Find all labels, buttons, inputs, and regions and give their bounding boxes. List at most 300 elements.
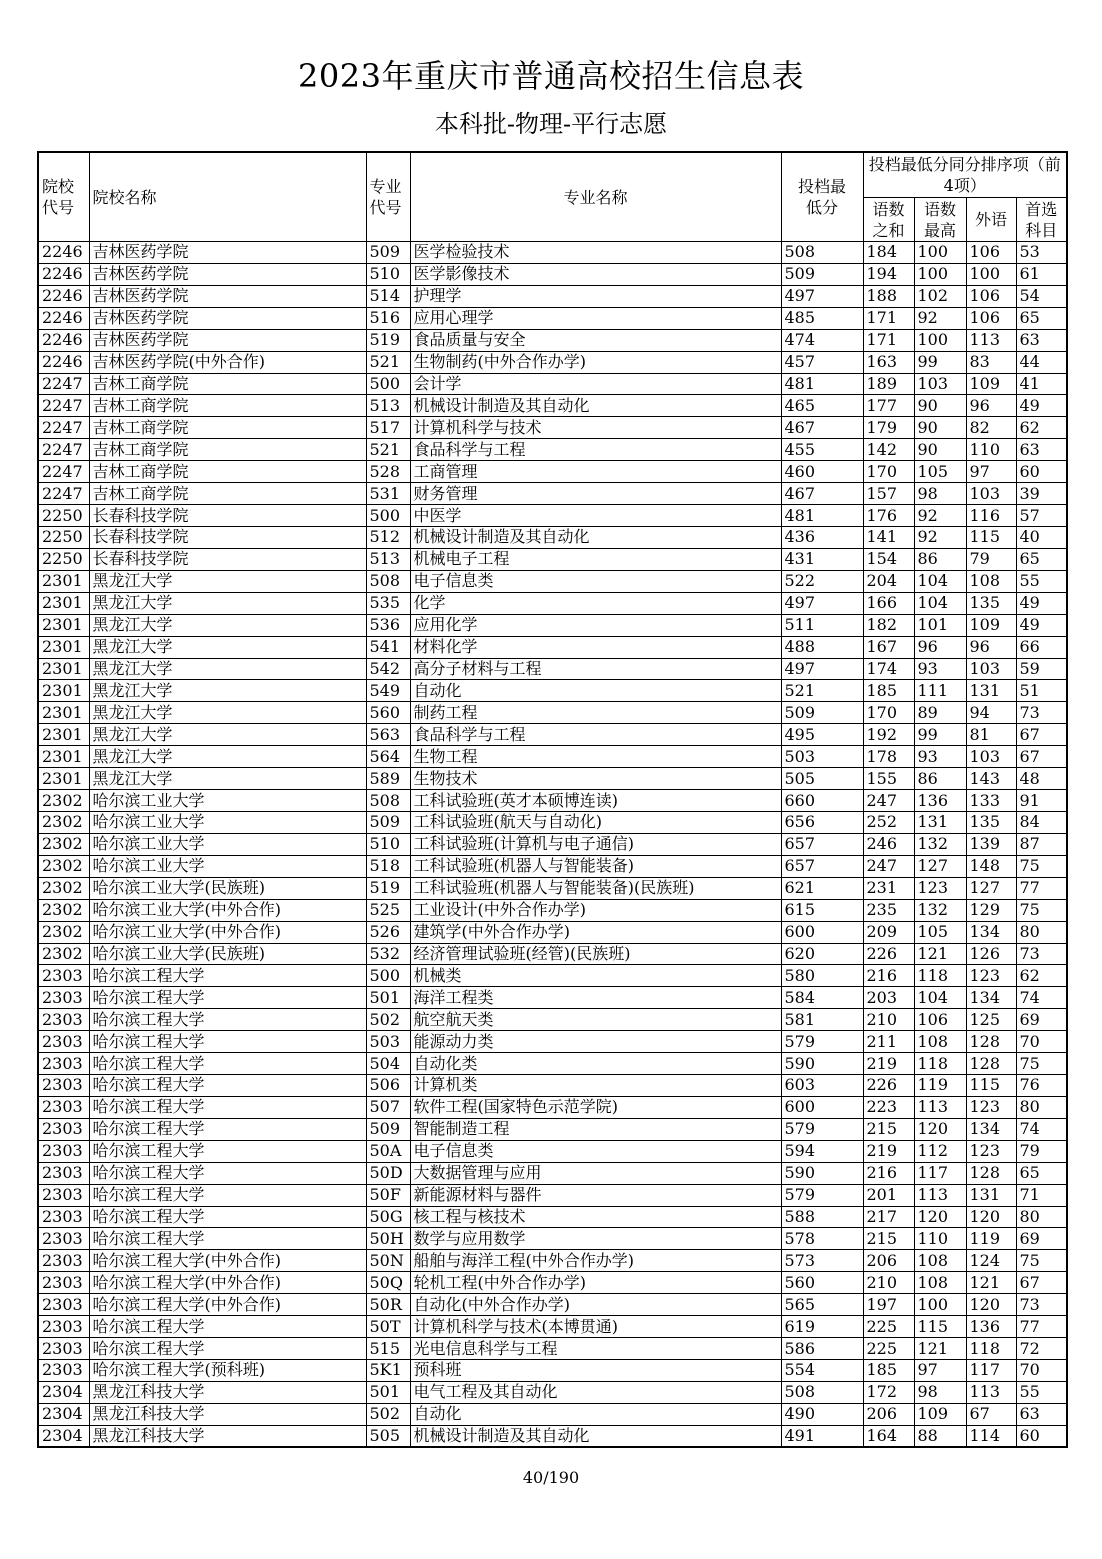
- cell-school-code: 2304: [38, 1425, 89, 1447]
- cell-chinese-math-max: 98: [914, 483, 966, 505]
- cell-school-code: 2247: [38, 483, 89, 505]
- cell-foreign-language: 109: [966, 373, 1016, 395]
- cell-foreign-language: 128: [966, 1031, 1016, 1053]
- cell-foreign-language: 133: [966, 790, 1016, 812]
- cell-major-code: 50F: [366, 1184, 410, 1206]
- cell-major-code: 513: [366, 395, 410, 417]
- cell-min-score: 511: [781, 614, 863, 636]
- cell-min-score: 497: [781, 658, 863, 680]
- cell-school-code: 2302: [38, 811, 89, 833]
- cell-school-code: 2246: [38, 242, 89, 264]
- cell-first-subject: 75: [1016, 1250, 1067, 1272]
- cell-school-code: 2301: [38, 680, 89, 702]
- cell-foreign-language: 134: [966, 987, 1016, 1009]
- cell-school-name: 哈尔滨工程大学: [89, 1228, 366, 1250]
- cell-chinese-math-max: 109: [914, 1403, 966, 1425]
- cell-chinese-math-max: 113: [914, 1184, 966, 1206]
- cell-chinese-math-sum: 203: [863, 987, 914, 1009]
- cell-first-subject: 41: [1016, 373, 1067, 395]
- table-row: [38, 329, 1067, 351]
- cell-chinese-math-sum: 178: [863, 746, 914, 768]
- cell-first-subject: 63: [1016, 439, 1067, 461]
- cell-min-score: 579: [781, 1184, 863, 1206]
- cell-chinese-math-sum: 206: [863, 1403, 914, 1425]
- page-subtitle: 本科批-物理-平行志愿: [434, 110, 668, 138]
- cell-major-code: 50R: [366, 1294, 410, 1316]
- cell-school-name: 哈尔滨工业大学(中外合作): [89, 899, 366, 921]
- cell-school-code: 2303: [38, 1338, 89, 1360]
- cell-chinese-math-sum: 179: [863, 417, 914, 439]
- cell-major-code: 531: [366, 483, 410, 505]
- cell-school-code: 2246: [38, 351, 89, 373]
- cell-chinese-math-max: 97: [914, 1360, 966, 1382]
- cell-major-name: 轮机工程(中外合作办学): [410, 1272, 781, 1294]
- table-row: [38, 505, 1067, 527]
- table-row: [38, 921, 1067, 943]
- cell-major-code: 5K1: [366, 1360, 410, 1382]
- table-row: [38, 811, 1067, 833]
- cell-chinese-math-max: 90: [914, 417, 966, 439]
- cell-chinese-math-sum: 163: [863, 351, 914, 373]
- cell-first-subject: 62: [1016, 965, 1067, 987]
- cell-foreign-language: 103: [966, 483, 1016, 505]
- cell-school-name: 吉林医药学院: [89, 263, 366, 285]
- cell-school-code: 2302: [38, 943, 89, 965]
- cell-major-name: 材料化学: [410, 636, 781, 658]
- table-row: [38, 1184, 1067, 1206]
- table-row: [38, 1403, 1067, 1425]
- cell-major-name: 机械设计制造及其自动化: [410, 1425, 781, 1447]
- table-row: [38, 351, 1067, 373]
- cell-foreign-language: 125: [966, 1009, 1016, 1031]
- table-row: [38, 1228, 1067, 1250]
- cell-first-subject: 62: [1016, 417, 1067, 439]
- cell-chinese-math-max: 120: [914, 1206, 966, 1228]
- cell-chinese-math-sum: 184: [863, 242, 914, 264]
- cell-chinese-math-max: 86: [914, 768, 966, 790]
- cell-first-subject: 59: [1016, 658, 1067, 680]
- cell-chinese-math-sum: 247: [863, 790, 914, 812]
- table-row: [38, 943, 1067, 965]
- cell-chinese-math-sum: 192: [863, 724, 914, 746]
- cell-major-name: 护理学: [410, 285, 781, 307]
- cell-chinese-math-sum: 247: [863, 855, 914, 877]
- table-row: [38, 1118, 1067, 1140]
- cell-first-subject: 72: [1016, 1338, 1067, 1360]
- cell-first-subject: 69: [1016, 1228, 1067, 1250]
- cell-chinese-math-sum: 215: [863, 1228, 914, 1250]
- cell-chinese-math-sum: 141: [863, 526, 914, 548]
- cell-foreign-language: 115: [966, 1075, 1016, 1097]
- cell-chinese-math-sum: 225: [863, 1316, 914, 1338]
- cell-major-code: 535: [366, 592, 410, 614]
- cell-major-name: 航空航天类: [410, 1009, 781, 1031]
- table-row: [38, 439, 1067, 461]
- cell-chinese-math-max: 101: [914, 614, 966, 636]
- cell-first-subject: 75: [1016, 1053, 1067, 1075]
- cell-foreign-language: 148: [966, 855, 1016, 877]
- cell-chinese-math-sum: 176: [863, 505, 914, 527]
- cell-min-score: 481: [781, 505, 863, 527]
- cell-major-code: 508: [366, 570, 410, 592]
- cell-major-code: 50N: [366, 1250, 410, 1272]
- table-row: [38, 1140, 1067, 1162]
- cell-chinese-math-sum: 206: [863, 1250, 914, 1272]
- cell-min-score: 431: [781, 548, 863, 570]
- cell-foreign-language: 97: [966, 461, 1016, 483]
- cell-school-code: 2247: [38, 439, 89, 461]
- table-row: [38, 1360, 1067, 1382]
- cell-chinese-math-sum: 188: [863, 285, 914, 307]
- cell-major-name: 工业设计(中外合作办学): [410, 899, 781, 921]
- cell-school-name: 哈尔滨工程大学: [89, 1009, 366, 1031]
- cell-school-name: 黑龙江大学: [89, 636, 366, 658]
- cell-foreign-language: 113: [966, 1381, 1016, 1403]
- cell-school-code: 2303: [38, 1096, 89, 1118]
- cell-min-score: 579: [781, 1031, 863, 1053]
- cell-major-name: 食品科学与工程: [410, 439, 781, 461]
- cell-first-subject: 48: [1016, 768, 1067, 790]
- cell-school-name: 哈尔滨工程大学(中外合作): [89, 1272, 366, 1294]
- cell-first-subject: 76: [1016, 1075, 1067, 1097]
- cell-chinese-math-sum: 231: [863, 877, 914, 899]
- table-row: [38, 636, 1067, 658]
- cell-major-code: 509: [366, 811, 410, 833]
- cell-major-code: 564: [366, 746, 410, 768]
- cell-school-name: 黑龙江大学: [89, 680, 366, 702]
- cell-min-score: 657: [781, 833, 863, 855]
- cell-chinese-math-sum: 215: [863, 1118, 914, 1140]
- cell-chinese-math-sum: 170: [863, 461, 914, 483]
- cell-first-subject: 67: [1016, 1272, 1067, 1294]
- cell-foreign-language: 123: [966, 965, 1016, 987]
- cell-chinese-math-max: 110: [914, 1228, 966, 1250]
- cell-chinese-math-sum: 219: [863, 1053, 914, 1075]
- cell-school-code: 2303: [38, 1250, 89, 1272]
- cell-chinese-math-max: 92: [914, 505, 966, 527]
- cell-min-score: 594: [781, 1140, 863, 1162]
- table-row: [38, 833, 1067, 855]
- cell-school-name: 黑龙江大学: [89, 768, 366, 790]
- cell-chinese-math-max: 88: [914, 1425, 966, 1447]
- cell-major-name: 软件工程(国家特色示范学院): [410, 1096, 781, 1118]
- cell-major-code: 502: [366, 1403, 410, 1425]
- cell-min-score: 580: [781, 965, 863, 987]
- cell-foreign-language: 128: [966, 1053, 1016, 1075]
- cell-min-score: 467: [781, 483, 863, 505]
- cell-chinese-math-sum: 225: [863, 1338, 914, 1360]
- cell-min-score: 503: [781, 746, 863, 768]
- cell-major-name: 工科试验班(航天与自动化): [410, 811, 781, 833]
- cell-chinese-math-max: 100: [914, 1294, 966, 1316]
- cell-first-subject: 84: [1016, 811, 1067, 833]
- cell-major-code: 521: [366, 439, 410, 461]
- cell-foreign-language: 103: [966, 746, 1016, 768]
- cell-foreign-language: 96: [966, 636, 1016, 658]
- cell-chinese-math-max: 100: [914, 263, 966, 285]
- cell-foreign-language: 124: [966, 1250, 1016, 1272]
- cell-min-score: 573: [781, 1250, 863, 1272]
- cell-chinese-math-max: 104: [914, 592, 966, 614]
- cell-foreign-language: 113: [966, 329, 1016, 351]
- table-row: [38, 658, 1067, 680]
- cell-school-name: 吉林工商学院: [89, 395, 366, 417]
- cell-major-name: 核工程与核技术: [410, 1206, 781, 1228]
- cell-chinese-math-sum: 171: [863, 307, 914, 329]
- table-row: [38, 526, 1067, 548]
- cell-school-code: 2247: [38, 395, 89, 417]
- cell-chinese-math-sum: 167: [863, 636, 914, 658]
- cell-school-name: 哈尔滨工程大学: [89, 987, 366, 1009]
- cell-first-subject: 74: [1016, 987, 1067, 1009]
- cell-chinese-math-sum: 216: [863, 965, 914, 987]
- cell-first-subject: 75: [1016, 855, 1067, 877]
- cell-school-name: 吉林医药学院: [89, 242, 366, 264]
- cell-min-score: 565: [781, 1294, 863, 1316]
- cell-chinese-math-max: 118: [914, 1053, 966, 1075]
- cell-first-subject: 49: [1016, 395, 1067, 417]
- cell-min-score: 455: [781, 439, 863, 461]
- cell-chinese-math-max: 93: [914, 658, 966, 680]
- table-row: [38, 987, 1067, 1009]
- cell-foreign-language: 131: [966, 680, 1016, 702]
- cell-school-name: 哈尔滨工业大学: [89, 790, 366, 812]
- cell-major-code: 541: [366, 636, 410, 658]
- admission-table: [37, 151, 1068, 1448]
- cell-chinese-math-max: 118: [914, 965, 966, 987]
- cell-chinese-math-max: 127: [914, 855, 966, 877]
- cell-school-name: 吉林工商学院: [89, 373, 366, 395]
- cell-school-name: 黑龙江大学: [89, 570, 366, 592]
- cell-school-code: 2303: [38, 1316, 89, 1338]
- table-row: [38, 548, 1067, 570]
- table-row: [38, 877, 1067, 899]
- cell-school-name: 长春科技学院: [89, 505, 366, 527]
- cell-school-name: 哈尔滨工程大学: [89, 1096, 366, 1118]
- cell-foreign-language: 83: [966, 351, 1016, 373]
- cell-school-name: 黑龙江大学: [89, 614, 366, 636]
- cell-min-score: 490: [781, 1403, 863, 1425]
- cell-first-subject: 57: [1016, 505, 1067, 527]
- cell-min-score: 495: [781, 724, 863, 746]
- cell-chinese-math-max: 105: [914, 461, 966, 483]
- cell-school-code: 2246: [38, 329, 89, 351]
- cell-school-code: 2303: [38, 1053, 89, 1075]
- cell-foreign-language: 134: [966, 1118, 1016, 1140]
- cell-major-code: 501: [366, 987, 410, 1009]
- cell-major-code: 563: [366, 724, 410, 746]
- cell-major-name: 电子信息类: [410, 570, 781, 592]
- cell-school-name: 黑龙江大学: [89, 592, 366, 614]
- cell-first-subject: 75: [1016, 899, 1067, 921]
- cell-foreign-language: 81: [966, 724, 1016, 746]
- cell-chinese-math-max: 86: [914, 548, 966, 570]
- cell-first-subject: 66: [1016, 636, 1067, 658]
- cell-first-subject: 91: [1016, 790, 1067, 812]
- cell-chinese-math-max: 99: [914, 724, 966, 746]
- cell-foreign-language: 116: [966, 505, 1016, 527]
- cell-first-subject: 54: [1016, 285, 1067, 307]
- cell-chinese-math-sum: 219: [863, 1140, 914, 1162]
- cell-school-name: 哈尔滨工程大学: [89, 1031, 366, 1053]
- table-row: [38, 263, 1067, 285]
- cell-foreign-language: 123: [966, 1096, 1016, 1118]
- cell-chinese-math-sum: 182: [863, 614, 914, 636]
- cell-chinese-math-max: 108: [914, 1031, 966, 1053]
- cell-foreign-language: 139: [966, 833, 1016, 855]
- cell-school-name: 哈尔滨工业大学: [89, 833, 366, 855]
- cell-min-score: 584: [781, 987, 863, 1009]
- cell-school-code: 2250: [38, 526, 89, 548]
- cell-school-code: 2301: [38, 746, 89, 768]
- cell-chinese-math-sum: 166: [863, 592, 914, 614]
- cell-min-score: 579: [781, 1118, 863, 1140]
- cell-foreign-language: 135: [966, 811, 1016, 833]
- cell-major-name: 应用化学: [410, 614, 781, 636]
- cell-school-code: 2304: [38, 1381, 89, 1403]
- cell-major-name: 食品质量与安全: [410, 329, 781, 351]
- cell-min-score: 481: [781, 373, 863, 395]
- cell-major-code: 532: [366, 943, 410, 965]
- cell-major-name: 制药工程: [410, 702, 781, 724]
- header-major-code: 专业代号: [366, 152, 410, 242]
- cell-major-code: 517: [366, 417, 410, 439]
- cell-school-code: 2303: [38, 965, 89, 987]
- cell-chinese-math-max: 119: [914, 1075, 966, 1097]
- cell-first-subject: 67: [1016, 724, 1067, 746]
- cell-school-name: 黑龙江大学: [89, 724, 366, 746]
- cell-school-code: 2303: [38, 1272, 89, 1294]
- cell-school-code: 2303: [38, 1360, 89, 1382]
- cell-foreign-language: 119: [966, 1228, 1016, 1250]
- header-first-subject: 首选科目: [1016, 198, 1067, 242]
- cell-chinese-math-max: 112: [914, 1140, 966, 1162]
- cell-major-code: 515: [366, 1338, 410, 1360]
- cell-major-code: 507: [366, 1096, 410, 1118]
- cell-school-code: 2301: [38, 636, 89, 658]
- cell-school-code: 2246: [38, 285, 89, 307]
- table-row: [38, 746, 1067, 768]
- cell-chinese-math-max: 115: [914, 1316, 966, 1338]
- cell-school-name: 黑龙江科技大学: [89, 1425, 366, 1447]
- table-row: [38, 965, 1067, 987]
- cell-min-score: 586: [781, 1338, 863, 1360]
- cell-school-name: 哈尔滨工业大学: [89, 855, 366, 877]
- cell-first-subject: 87: [1016, 833, 1067, 855]
- cell-foreign-language: 134: [966, 921, 1016, 943]
- cell-school-code: 2302: [38, 921, 89, 943]
- cell-school-name: 哈尔滨工程大学(中外合作): [89, 1294, 366, 1316]
- cell-major-name: 建筑学(中外合作办学): [410, 921, 781, 943]
- cell-major-code: 510: [366, 833, 410, 855]
- cell-chinese-math-sum: 164: [863, 1425, 914, 1447]
- cell-first-subject: 55: [1016, 570, 1067, 592]
- table-row: [38, 307, 1067, 329]
- cell-major-name: 计算机科学与技术: [410, 417, 781, 439]
- cell-school-code: 2302: [38, 833, 89, 855]
- cell-major-name: 高分子材料与工程: [410, 658, 781, 680]
- cell-chinese-math-sum: 210: [863, 1009, 914, 1031]
- cell-chinese-math-sum: 217: [863, 1206, 914, 1228]
- cell-chinese-math-sum: 174: [863, 658, 914, 680]
- cell-major-code: 513: [366, 548, 410, 570]
- cell-major-code: 50A: [366, 1140, 410, 1162]
- cell-chinese-math-sum: 216: [863, 1162, 914, 1184]
- cell-chinese-math-max: 93: [914, 746, 966, 768]
- table-header: [38, 152, 1067, 242]
- cell-chinese-math-sum: 194: [863, 263, 914, 285]
- header-school-name: 院校名称: [89, 152, 366, 242]
- table-row: [38, 373, 1067, 395]
- cell-chinese-math-max: 121: [914, 943, 966, 965]
- cell-major-code: 509: [366, 242, 410, 264]
- cell-major-code: 504: [366, 1053, 410, 1075]
- cell-school-code: 2250: [38, 505, 89, 527]
- cell-first-subject: 39: [1016, 483, 1067, 505]
- cell-major-name: 工科试验班(机器人与智能装备): [410, 855, 781, 877]
- cell-school-code: 2303: [38, 1075, 89, 1097]
- cell-major-code: 549: [366, 680, 410, 702]
- cell-major-code: 506: [366, 1075, 410, 1097]
- cell-major-name: 电子信息类: [410, 1140, 781, 1162]
- cell-major-code: 526: [366, 921, 410, 943]
- cell-school-code: 2301: [38, 724, 89, 746]
- cell-foreign-language: 127: [966, 877, 1016, 899]
- header-min-score: 投档最低分: [781, 152, 863, 242]
- cell-chinese-math-max: 96: [914, 636, 966, 658]
- cell-major-code: 542: [366, 658, 410, 680]
- cell-first-subject: 61: [1016, 263, 1067, 285]
- cell-major-name: 会计学: [410, 373, 781, 395]
- cell-first-subject: 63: [1016, 329, 1067, 351]
- cell-min-score: 590: [781, 1053, 863, 1075]
- cell-chinese-math-max: 120: [914, 1118, 966, 1140]
- cell-chinese-math-sum: 171: [863, 329, 914, 351]
- cell-school-name: 哈尔滨工业大学(民族班): [89, 943, 366, 965]
- cell-school-name: 吉林工商学院: [89, 439, 366, 461]
- cell-foreign-language: 120: [966, 1294, 1016, 1316]
- cell-first-subject: 51: [1016, 680, 1067, 702]
- cell-first-subject: 49: [1016, 592, 1067, 614]
- cell-school-name: 哈尔滨工业大学(民族班): [89, 877, 366, 899]
- cell-first-subject: 67: [1016, 746, 1067, 768]
- table-row: [38, 680, 1067, 702]
- table-row: [38, 285, 1067, 307]
- cell-min-score: 497: [781, 592, 863, 614]
- table-row: [38, 1075, 1067, 1097]
- cell-chinese-math-max: 100: [914, 329, 966, 351]
- table-row: [38, 1096, 1067, 1118]
- cell-foreign-language: 120: [966, 1206, 1016, 1228]
- page-title: 2023年重庆市普通高校招生信息表: [298, 57, 804, 95]
- cell-foreign-language: 103: [966, 658, 1016, 680]
- cell-major-name: 工科试验班(英才本硕博连读): [410, 790, 781, 812]
- table-row: [38, 1338, 1067, 1360]
- cell-major-code: 500: [366, 965, 410, 987]
- cell-chinese-math-max: 121: [914, 1338, 966, 1360]
- cell-foreign-language: 82: [966, 417, 1016, 439]
- cell-first-subject: 80: [1016, 1206, 1067, 1228]
- cell-min-score: 467: [781, 417, 863, 439]
- cell-min-score: 581: [781, 1009, 863, 1031]
- cell-first-subject: 73: [1016, 702, 1067, 724]
- header-chinese-math-sum: 语数之和: [863, 198, 914, 242]
- cell-min-score: 465: [781, 395, 863, 417]
- cell-school-code: 2302: [38, 877, 89, 899]
- cell-min-score: 508: [781, 242, 863, 264]
- cell-school-code: 2246: [38, 263, 89, 285]
- cell-chinese-math-max: 89: [914, 702, 966, 724]
